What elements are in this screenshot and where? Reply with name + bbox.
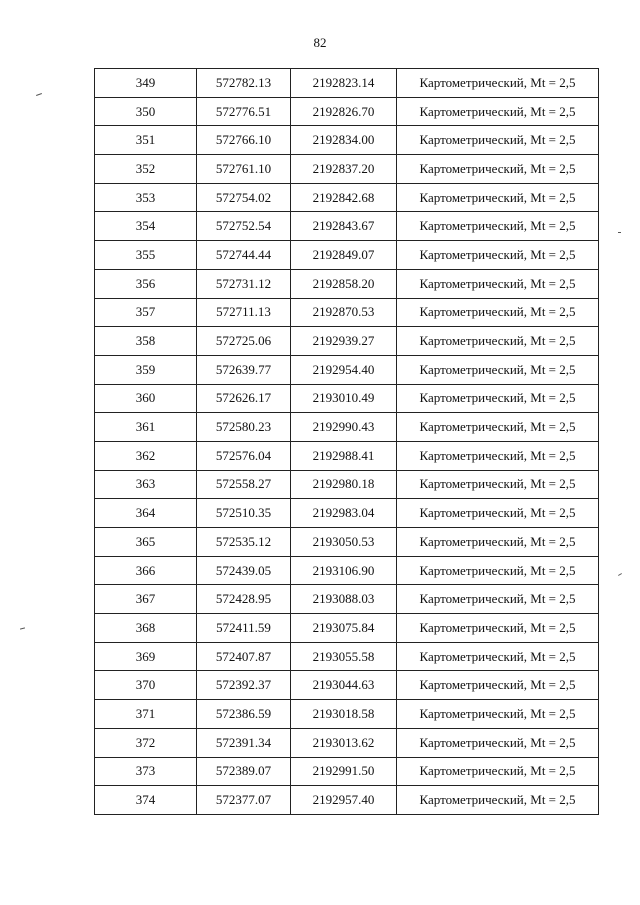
table-row: [95, 728, 599, 757]
x-coordinate-cell: 572535.12: [197, 528, 291, 557]
x-coordinate-cell: 572752.54: [197, 212, 291, 241]
method-cell: Картометрический, Mt = 2,5: [397, 126, 599, 155]
y-coordinate-cell: 2192837.20: [291, 155, 397, 184]
method-cell: Картометрический, Mt = 2,5: [397, 441, 599, 470]
method-cell: Картометрический, Mt = 2,5: [397, 384, 599, 413]
table-row: [95, 212, 599, 241]
page-number: 82: [313, 35, 327, 50]
point-number-cell: 359: [95, 355, 197, 384]
method-cell: Картометрический, Mt = 2,5: [397, 155, 599, 184]
point-number-cell: 371: [95, 700, 197, 729]
x-coordinate-cell: 572580.23: [197, 413, 291, 442]
table-row: [95, 183, 599, 212]
point-number-cell: 367: [95, 585, 197, 614]
coordinates-table: [94, 68, 599, 815]
point-number-cell: 366: [95, 556, 197, 585]
x-coordinate-cell: 572725.06: [197, 327, 291, 356]
x-coordinate-cell: 572744.44: [197, 241, 291, 270]
y-coordinate-cell: 2192988.41: [291, 441, 397, 470]
table-row: [95, 642, 599, 671]
scan-speck: [36, 93, 42, 96]
y-coordinate-cell: 2193106.90: [291, 556, 397, 585]
point-number-cell: 368: [95, 614, 197, 643]
method-cell: Картометрический, Mt = 2,5: [397, 556, 599, 585]
y-coordinate-cell: 2192842.68: [291, 183, 397, 212]
x-coordinate-cell: 572392.37: [197, 671, 291, 700]
method-cell: Картометрический, Mt = 2,5: [397, 757, 599, 786]
table-row: [95, 441, 599, 470]
x-coordinate-cell: 572576.04: [197, 441, 291, 470]
x-coordinate-cell: 572391.34: [197, 728, 291, 757]
y-coordinate-cell: 2192849.07: [291, 241, 397, 270]
point-number-cell: 354: [95, 212, 197, 241]
table-row: [95, 355, 599, 384]
method-cell: Картометрический, Mt = 2,5: [397, 327, 599, 356]
method-cell: Картометрический, Mt = 2,5: [397, 241, 599, 270]
table-row: [95, 241, 599, 270]
method-cell: Картометрический, Mt = 2,5: [397, 69, 599, 98]
y-coordinate-cell: 2193013.62: [291, 728, 397, 757]
x-coordinate-cell: 572761.10: [197, 155, 291, 184]
y-coordinate-cell: 2192858.20: [291, 269, 397, 298]
table-row: [95, 298, 599, 327]
y-coordinate-cell: 2193050.53: [291, 528, 397, 557]
point-number-cell: 369: [95, 642, 197, 671]
point-number-cell: 349: [95, 69, 197, 98]
y-coordinate-cell: 2192826.70: [291, 97, 397, 126]
x-coordinate-cell: 572428.95: [197, 585, 291, 614]
y-coordinate-cell: 2192870.53: [291, 298, 397, 327]
y-coordinate-cell: 2192957.40: [291, 786, 397, 815]
x-coordinate-cell: 572782.13: [197, 69, 291, 98]
table-row: [95, 499, 599, 528]
method-cell: Картометрический, Mt = 2,5: [397, 614, 599, 643]
x-coordinate-cell: 572439.05: [197, 556, 291, 585]
table-row: [95, 269, 599, 298]
method-cell: Картометрический, Mt = 2,5: [397, 212, 599, 241]
point-number-cell: 363: [95, 470, 197, 499]
y-coordinate-cell: 2192823.14: [291, 69, 397, 98]
x-coordinate-cell: 572639.77: [197, 355, 291, 384]
table-row: [95, 700, 599, 729]
point-number-cell: 357: [95, 298, 197, 327]
x-coordinate-cell: 572389.07: [197, 757, 291, 786]
y-coordinate-cell: 2192834.00: [291, 126, 397, 155]
scan-speck: [618, 573, 622, 576]
x-coordinate-cell: 572510.35: [197, 499, 291, 528]
table-row: [95, 413, 599, 442]
scan-speck: [20, 627, 25, 629]
method-cell: Картометрический, Mt = 2,5: [397, 700, 599, 729]
point-number-cell: 362: [95, 441, 197, 470]
point-number-cell: 361: [95, 413, 197, 442]
table-row: [95, 126, 599, 155]
method-cell: Картометрический, Mt = 2,5: [397, 413, 599, 442]
x-coordinate-cell: 572558.27: [197, 470, 291, 499]
method-cell: Картометрический, Mt = 2,5: [397, 298, 599, 327]
y-coordinate-cell: 2192939.27: [291, 327, 397, 356]
method-cell: Картометрический, Mt = 2,5: [397, 470, 599, 499]
x-coordinate-cell: 572754.02: [197, 183, 291, 212]
point-number-cell: 374: [95, 786, 197, 815]
y-coordinate-cell: 2193088.03: [291, 585, 397, 614]
table-row: [95, 671, 599, 700]
y-coordinate-cell: 2192991.50: [291, 757, 397, 786]
table-row: [95, 327, 599, 356]
table-row: [95, 69, 599, 98]
y-coordinate-cell: 2193055.58: [291, 642, 397, 671]
method-cell: Картометрический, Mt = 2,5: [397, 528, 599, 557]
y-coordinate-cell: 2193075.84: [291, 614, 397, 643]
y-coordinate-cell: 2192954.40: [291, 355, 397, 384]
method-cell: Картометрический, Mt = 2,5: [397, 786, 599, 815]
table-row: [95, 585, 599, 614]
table-row: [95, 155, 599, 184]
table-row: [95, 556, 599, 585]
coordinates-table-body: [95, 69, 599, 815]
method-cell: Картометрический, Mt = 2,5: [397, 355, 599, 384]
x-coordinate-cell: 572776.51: [197, 97, 291, 126]
table-row: [95, 757, 599, 786]
table-row: [95, 528, 599, 557]
point-number-cell: 353: [95, 183, 197, 212]
point-number-cell: 350: [95, 97, 197, 126]
x-coordinate-cell: 572731.12: [197, 269, 291, 298]
x-coordinate-cell: 572386.59: [197, 700, 291, 729]
table-row: [95, 470, 599, 499]
method-cell: Картометрический, Mt = 2,5: [397, 642, 599, 671]
y-coordinate-cell: 2192990.43: [291, 413, 397, 442]
x-coordinate-cell: 572766.10: [197, 126, 291, 155]
table-row: [95, 384, 599, 413]
table-row: [95, 97, 599, 126]
x-coordinate-cell: 572407.87: [197, 642, 291, 671]
point-number-cell: 373: [95, 757, 197, 786]
method-cell: Картометрический, Mt = 2,5: [397, 671, 599, 700]
method-cell: Картометрический, Mt = 2,5: [397, 585, 599, 614]
method-cell: Картометрический, Mt = 2,5: [397, 269, 599, 298]
point-number-cell: 356: [95, 269, 197, 298]
point-number-cell: 370: [95, 671, 197, 700]
point-number-cell: 352: [95, 155, 197, 184]
y-coordinate-cell: 2192983.04: [291, 499, 397, 528]
y-coordinate-cell: 2193018.58: [291, 700, 397, 729]
table-row: [95, 614, 599, 643]
y-coordinate-cell: 2193044.63: [291, 671, 397, 700]
y-coordinate-cell: 2192843.67: [291, 212, 397, 241]
x-coordinate-cell: 572377.07: [197, 786, 291, 815]
point-number-cell: 372: [95, 728, 197, 757]
point-number-cell: 351: [95, 126, 197, 155]
y-coordinate-cell: 2193010.49: [291, 384, 397, 413]
point-number-cell: 360: [95, 384, 197, 413]
y-coordinate-cell: 2192980.18: [291, 470, 397, 499]
method-cell: Картометрический, Mt = 2,5: [397, 499, 599, 528]
point-number-cell: 364: [95, 499, 197, 528]
point-number-cell: 358: [95, 327, 197, 356]
method-cell: Картометрический, Mt = 2,5: [397, 97, 599, 126]
scan-speck: [618, 232, 621, 233]
x-coordinate-cell: 572626.17: [197, 384, 291, 413]
method-cell: Картометрический, Mt = 2,5: [397, 183, 599, 212]
point-number-cell: 365: [95, 528, 197, 557]
x-coordinate-cell: 572411.59: [197, 614, 291, 643]
table-row: [95, 786, 599, 815]
point-number-cell: 355: [95, 241, 197, 270]
x-coordinate-cell: 572711.13: [197, 298, 291, 327]
method-cell: Картометрический, Mt = 2,5: [397, 728, 599, 757]
